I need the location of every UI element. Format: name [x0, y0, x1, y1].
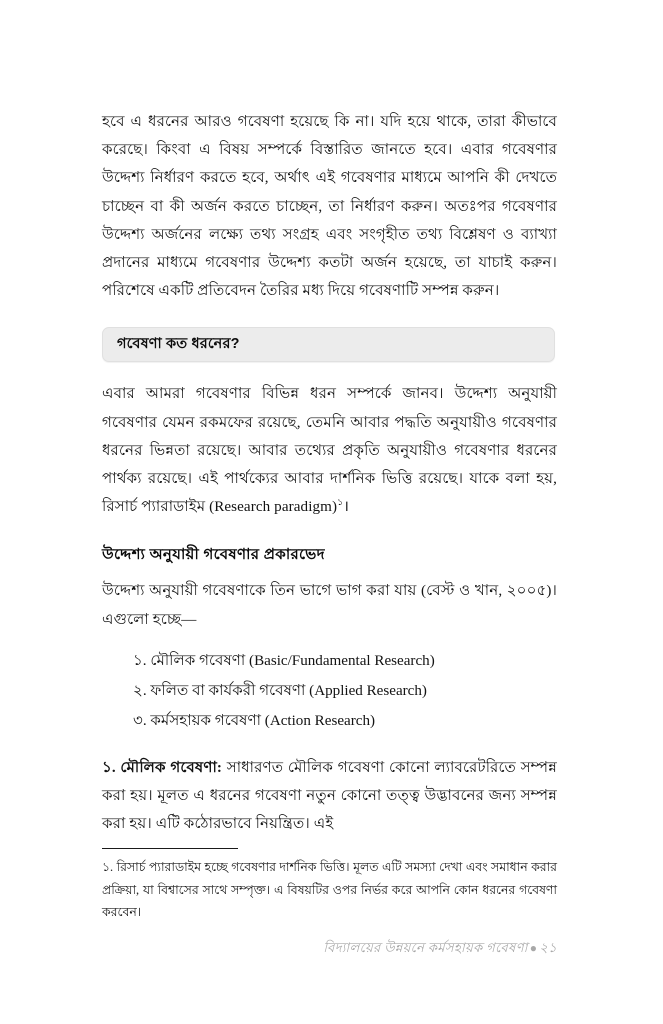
list-item-number: ১.: [133, 652, 147, 669]
section-paragraph-1: [102, 380, 557, 521]
footnote-separator-rule: [102, 848, 238, 849]
footer-page-number: ২১: [539, 940, 557, 955]
list-item-english-label: (Applied Research): [309, 682, 427, 699]
list-item-number: ৩.: [133, 712, 147, 729]
list-item-english-label: (Action Research): [264, 712, 376, 729]
list-item: [102, 676, 557, 706]
page-content: [102, 108, 557, 838]
running-footer: [102, 938, 557, 960]
section-heading-box: [102, 327, 555, 362]
definition-body-text: সাধারণত মৌলিক গবেষণা কোনো ল্যাবরেটরিতে সম্পন্ন করা হয়। মূলত এ ধরনের গবেষণা নতুন কোনো তত্ত্ব উদ্ভাবনের জন্য সম্পন্ন করা হয়। এটি কঠোরভাবে নিয়ন্ত্রিত। এই: [102, 759, 557, 833]
definition-paragraph: [102, 754, 557, 839]
definition-lead-term: ১. মৌলিক গবেষণা:: [102, 759, 223, 776]
section-heading-title: গবেষণা কত ধরনের?: [117, 336, 240, 353]
research-paradigm-latin: (Research paradigm): [209, 499, 338, 516]
list-item-english-label: (Basic/Fundamental Research): [249, 652, 435, 669]
footnote-text: ১. রিসার্চ প্যারাডাইম হচ্ছে গবেষণার দার্শনিক ভিত্তি। মূলত এটি সমস্যা দেখা এবং সমাধান করার প্রক্রিয়া, যা বিশ্বাসের সাথে সম্পৃক্ত। এ বিষয়টির ওপর নির্ভর করে আপনি কোন ধরনের গবেষণা করবেন।: [102, 860, 557, 919]
footnote-reference-marker: ১: [337, 498, 344, 509]
list-item-bengali-label: মৌলিক গবেষণা: [150, 652, 246, 669]
footer-book-title: বিদ্যালয়ের উন্নয়নে কর্মসহায়ক গবেষণা: [323, 940, 528, 955]
subheading-purpose-types: উদ্দেশ্য অনুযায়ী গবেষণার প্রকারভেদ: [102, 546, 325, 564]
footer-separator-dot: ●: [529, 941, 538, 955]
list-item-number: ২.: [133, 682, 147, 699]
list-item: [102, 646, 557, 676]
research-types-list: [102, 646, 557, 736]
list-item-bengali-label: কর্মসহায়ক গবেষণা: [150, 712, 262, 729]
section-paragraph-end: ।: [343, 499, 350, 516]
list-item-bengali-label: ফলিত বা কার্যকরী গবেষণা: [150, 682, 306, 699]
section-paragraph-text: এবার আমরা গবেষণার বিভিন্ন ধরন সম্পর্কে জানব। উদ্দেশ্য অনুযায়ী গবেষণার যেমন রকমফের রয়েছে, তেমনি আবার পদ্ধতি অনুযায়ীও গবেষণার ধরনের ভিন্নতা রয়েছে। আবার তথ্যের প্রকৃতি অনুযায়ীও গবেষণার ধরনের পার্থক্য রয়েছে। এই পার্থক্যের আবার দার্শনিক ভিত্তি রয়েছে। যাকে বলা হয়, রিসার্চ প্যারাডাইম: [102, 386, 557, 516]
list-item: [102, 706, 557, 736]
footnote-section: [102, 848, 557, 924]
body-paragraph-1: হবে এ ধরনের আরও গবেষণা হয়েছে কি না। যদি হয়ে থাকে, তারা কীভাবে করেছে। কিংবা এ বিষয় সম্পর্কে বিস্তারিত জানতে হবে। এবার গবেষণার উদ্দেশ্য নির্ধারণ করতে হবে, অর্থাৎ এই গবেষণার মাধ্যমে আপনি কী দেখতে চাচ্ছেন বা কী অর্জন করতে চাচ্ছেন, তা নির্ধারণ করুন। অতঃপর গবেষণার উদ্দেশ্য অর্জনের লক্ষ্যে তথ্য সংগ্রহ এবং সংগৃহীত তথ্য বিশ্লেষণ ও ব্যাখ্যা প্রদানের মাধ্যমে গবেষণার উদ্দেশ্য কতটা অর্জন হয়েছে, তা যাচাই করুন। পরিশেষে একটি প্রতিবেদন তৈরির মধ্য দিয়ে গবেষণাটি সম্পন্ন করুন।: [102, 114, 557, 300]
intro-paragraph: উদ্দেশ্য অনুযায়ী গবেষণাকে তিন ভাগে ভাগ করা যায় (বেস্ট ও খান, ২০০৫)। এগুলো হচ্ছে—: [102, 583, 557, 628]
